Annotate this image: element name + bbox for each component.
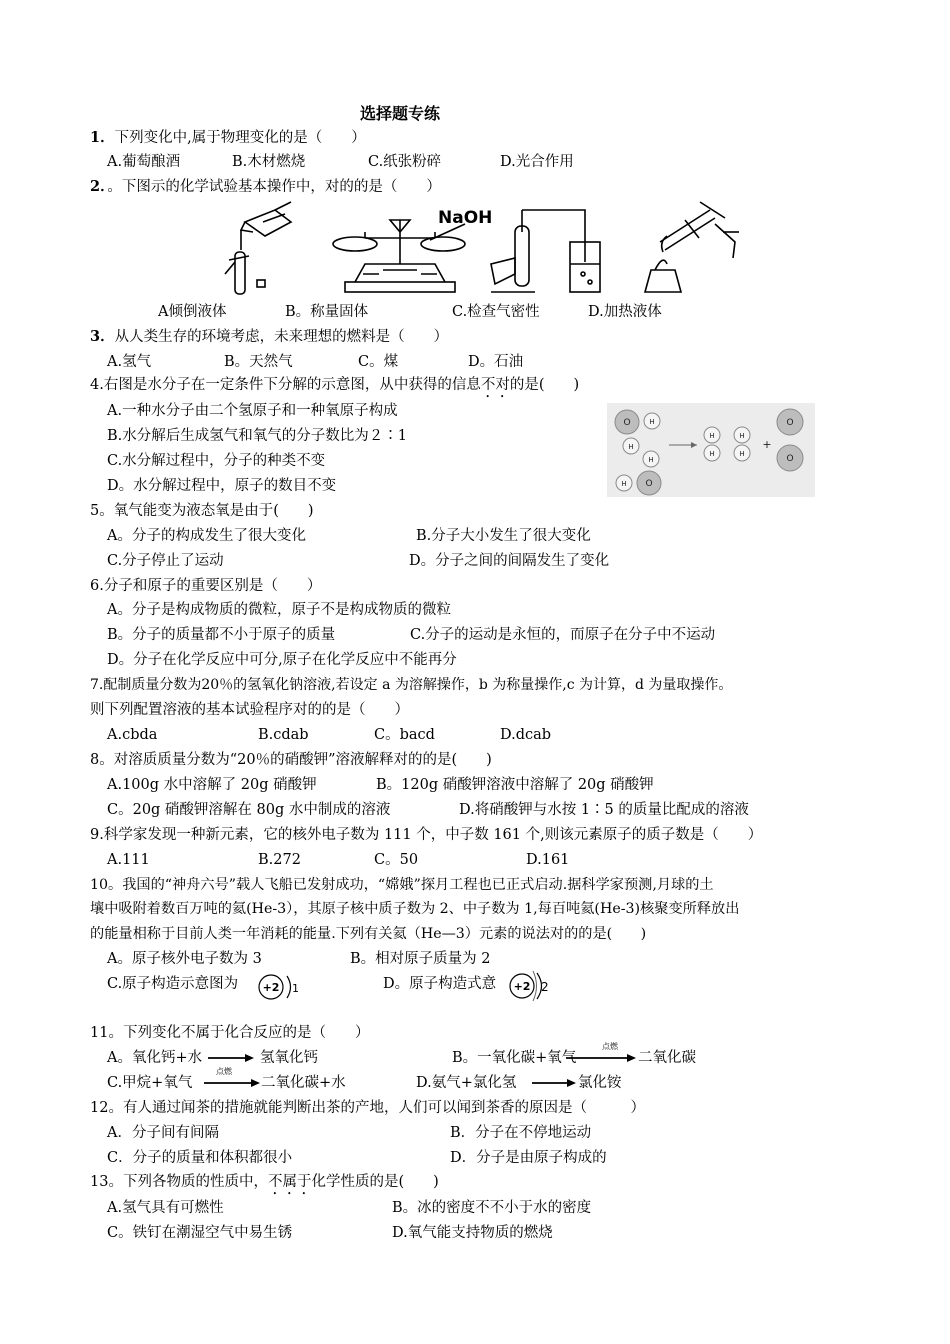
question-7: 7.配制质量分数为20％的氢氧化钠溶液,若设定 a 为溶解操作，b 为称量操作,c 为计算，d 为量取操作。	[90, 677, 733, 693]
option-b: B。120g 硝酸钾溶液中溶解了 20g 硝酸钾	[376, 777, 654, 793]
question-number: 3．	[90, 328, 115, 345]
question-stem: 下列变化中,属于物理变化的是（ ）	[114, 130, 366, 146]
option-a: A.111	[107, 852, 150, 868]
option-d: D。石油	[468, 354, 524, 370]
option-a: A.葡萄酿酒	[107, 154, 181, 170]
page-title: 选择题专练	[360, 104, 441, 123]
electron-count-label: 2	[541, 980, 549, 994]
option-b: B.分子大小发生了很大变化	[416, 528, 591, 544]
question-2	[90, 177, 441, 197]
option-c: C.水分解过程中，分子的种类不变	[107, 453, 326, 469]
atom-structure-diagram-d	[506, 969, 554, 1003]
option-a: A．分子间有间隔	[107, 1125, 219, 1141]
option-d: D。原子构造式意	[383, 976, 497, 992]
option-b: B.cdab	[258, 727, 309, 743]
nucleus-charge-label: +2	[513, 980, 531, 993]
option-b: B。称量固体	[285, 304, 369, 320]
option-b: B．分子在不停地运动	[450, 1125, 592, 1141]
reaction-arrow-c	[204, 1077, 260, 1089]
question-1	[90, 128, 366, 148]
option-c-products: 二氧化碳+水	[261, 1075, 346, 1091]
option-a-reactants: A。氧化钙+水	[107, 1050, 203, 1066]
reaction-arrow-b	[566, 1052, 636, 1064]
option-b: B.水分解后生成氢气和氧气的分子数比为２∶1	[107, 428, 407, 444]
option-d: D.dcab	[500, 727, 552, 743]
reaction-condition-label: 点燃	[602, 1042, 618, 1051]
question-stem-end: 化学性质的是( )	[311, 1174, 439, 1190]
option-c: C.检查气密性	[452, 304, 540, 320]
hydrogen-atom-label: H	[649, 418, 655, 426]
option-d: D。分子之间的间隔发生了变化	[409, 553, 610, 569]
option-d: D.161	[526, 852, 570, 868]
option-c: C。煤	[358, 354, 399, 370]
option-b: B。相对原子质量为 2	[350, 951, 491, 967]
option-a: A。分子是构成物质的微粒，原子不是构成物质的微粒	[107, 602, 451, 618]
question-9: 9.科学家发现一种新元素，它的核外电子数为 111 个，中子数 161 个,则该元素原子的质子数是（ ）	[90, 827, 763, 843]
plus-sign: +	[762, 438, 772, 451]
question-11: 11。下列变化不属于化合反应的是（ ）	[90, 1025, 370, 1041]
water-decomposition-diagram	[607, 403, 815, 497]
nucleus-charge-label: +2	[262, 981, 280, 994]
option-c: C。50	[374, 852, 419, 868]
pouring-liquid-illustration	[225, 202, 291, 294]
option-b-product: 二氧化碳	[638, 1050, 696, 1066]
option-a: A.100g 水中溶解了 20g 硝酸钾	[107, 777, 317, 793]
question-12: 12。有人通过闻茶的措施就能判断出茶的产地，人们可以闻到茶香的原因是（ ）	[90, 1100, 645, 1116]
question-10: 10。我国的“神舟六号”载人飞船已发射成功，“嫦娥”探月工程也已正式启动.据科学家预测,月球的土	[90, 877, 714, 893]
option-d: D.将硝酸钾与水按 1∶5 的质量比配成的溶液	[459, 802, 749, 818]
option-a: A。分子的构成发生了很大变化	[107, 528, 306, 544]
hydrogen-atom-label: H	[621, 480, 627, 488]
option-c: C。bacd	[374, 727, 435, 743]
option-c-reactants: C.甲烷+氧气	[107, 1075, 193, 1091]
question-stem: 。下图示的化学试验基本操作中，对的的是（ ）	[107, 179, 441, 195]
balance-illustration	[333, 220, 465, 292]
question-13	[90, 1172, 439, 1198]
option-c: C。铁钉在潮湿空气中易生锈	[107, 1225, 293, 1241]
hydrogen-atom-label: H	[739, 432, 745, 440]
option-b-reactants: B。一氧化碳+氧气	[452, 1050, 577, 1066]
question-10-line-2: 壤中吸附着数百万吨的氦(He-3），其原子核中质子数为 2、中子数为 1,每百吨氦(He-3)核聚变所释放出	[90, 901, 740, 917]
option-b: B。冰的密度不不小于水的密度	[392, 1200, 592, 1216]
question-5: 5。氧气能变为液态氧是由于( )	[90, 503, 314, 519]
option-c: C.分子停止了运动	[107, 553, 224, 569]
reaction-condition-label: 点燃	[216, 1067, 232, 1076]
hydrogen-atom-label: H	[648, 456, 654, 464]
option-b: B.木材燃烧	[232, 154, 306, 170]
option-d: D.氧气能支持物质的燃烧	[392, 1225, 553, 1241]
option-d-reactants: D.氨气+氯化氢	[416, 1075, 517, 1091]
option-d: D.光合作用	[500, 154, 574, 170]
option-c: C．分子的质量和体积都很小	[107, 1150, 293, 1166]
question-stem: 13。下列各物质的性质中，	[90, 1174, 268, 1190]
option-c: C.原子构造示意图为	[107, 976, 239, 992]
option-a: A.氢气	[107, 354, 152, 370]
question-7-continued: 则下列配置溶液的基本试验程序对的的是（ ）	[90, 702, 409, 718]
reaction-arrow-d	[532, 1077, 576, 1089]
option-d: D。分子在化学反应中可分,原子在化学反应中不能再分	[107, 652, 457, 668]
option-d: D．分子是由原子构成的	[450, 1150, 607, 1166]
hydrogen-atom-label: H	[709, 432, 715, 440]
oxygen-atom-label: O	[623, 418, 631, 428]
option-c: C。20g 硝酸钾溶解在 80g 水中制成的溶液	[107, 802, 391, 818]
oxygen-atom-label: O	[645, 479, 653, 489]
question-3	[90, 327, 448, 347]
oxygen-atom-label: O	[786, 418, 794, 428]
option-b: B。分子的质量都不小于原子的质量	[107, 627, 336, 643]
question-8: 8。对溶质质量分数为“20％的硝酸钾”溶液解释对的的是( )	[90, 752, 492, 768]
option-a: A。原子核外电子数为 3	[107, 951, 262, 967]
emphasized-text: 不属于	[267, 1174, 312, 1190]
electron-count-label: 1	[292, 982, 299, 995]
hydrogen-atom-label: H	[628, 443, 634, 451]
option-a: A.氢气具有可燃性	[107, 1200, 224, 1216]
option-a: A倾倒液体	[158, 304, 227, 320]
question-10-line-3: 的能量相称于目前人类一年消耗的能量.下列有关氦（He—3）元素的说法对的的是( )	[90, 926, 647, 942]
option-c: C.分子的运动是永恒的，而原子在分子中不运动	[410, 627, 716, 643]
emphasized-text: 不对	[480, 377, 510, 393]
naoh-label: NaOH	[438, 208, 493, 228]
option-b: B。天然气	[224, 354, 293, 370]
reaction-arrow-a	[208, 1052, 254, 1064]
hydrogen-atom-label: H	[709, 450, 715, 458]
question-6: 6.分子和原子的重要区别是（ ）	[90, 578, 322, 594]
option-d: D。水分解过程中，原子的数目不变	[107, 478, 337, 494]
question-4	[90, 375, 579, 401]
question-stem: 从人类生存的环境考虑，未来理想的燃料是（ ）	[114, 329, 449, 345]
question-number: 1．	[90, 129, 115, 146]
atom-structure-diagram-c	[256, 972, 300, 1002]
option-d: D.加热液体	[588, 304, 662, 320]
airtightness-check-illustration	[491, 210, 600, 292]
option-a-product: 氢氧化钙	[260, 1050, 318, 1066]
option-a: A.cbda	[107, 727, 158, 743]
question-stem: 4.右图是水分子在一定条件下分解的示意图，从中获得的信息	[90, 377, 481, 393]
question-number: 2．	[90, 178, 108, 195]
option-c: C.纸张粉碎	[368, 154, 442, 170]
option-a: A.一种水分子由二个氢原子和一种氧原子构成	[107, 403, 398, 419]
option-d-product: 氯化铵	[578, 1075, 622, 1091]
heating-liquid-illustration	[645, 202, 739, 292]
hydrogen-atom-label: H	[739, 450, 745, 458]
question-stem-end: 的是( )	[509, 377, 580, 393]
oxygen-atom-label: O	[786, 454, 794, 464]
option-b: B.272	[258, 852, 301, 868]
